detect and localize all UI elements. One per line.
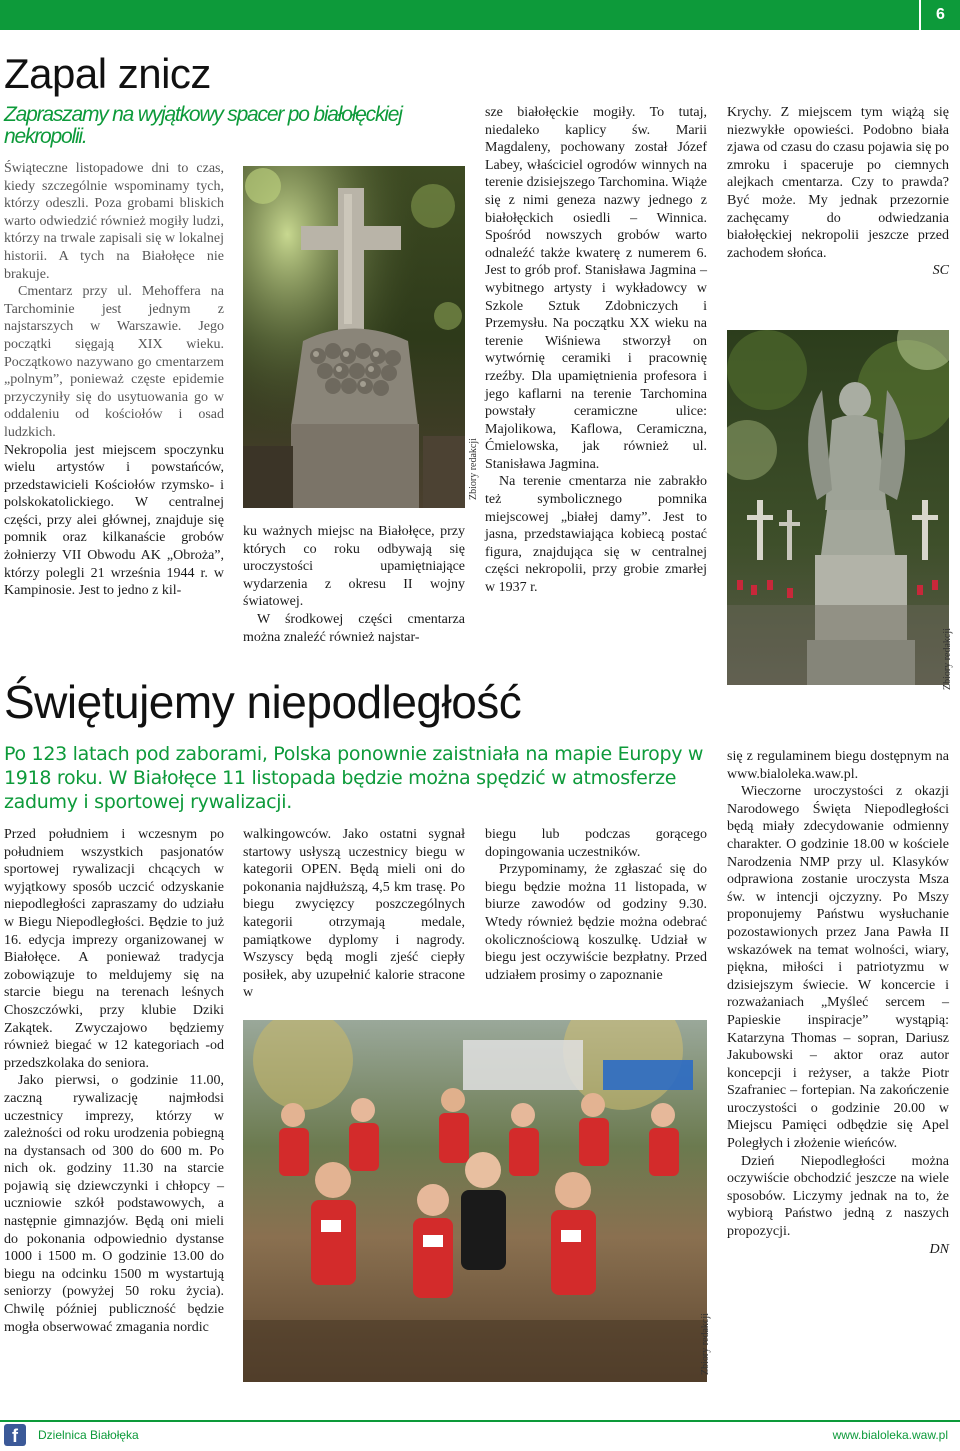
article1-column-3 <box>485 104 707 597</box>
paragraph: Jako pierwsi, o godzinie 11.00, zaczną rywalizację najmłodsi uczestnicy imprezy, którzy w zależności od roku urodzenia pobiegną na dystansach od 300 do 600 m. Po nich ok. godziny 11.30 na starcie pojawią się dziewczynki i chłopcy – uczniowie szkół podstawowych, a następnie gimnazjów. Będą oni mieli do pokonania odpowiednio dystanse 1000 i 1500 m. O godzinie 13.00 do biegu na odcinku 1500 m wystartują seniorzy (powyżej 50 roku życia). Chwilę później publiczność będzie mogła obserwować zmagania nordic <box>4 1073 224 1335</box>
article2-column-2 <box>243 826 465 1002</box>
footer-divider <box>0 1420 960 1422</box>
article1-column-2 <box>243 523 465 646</box>
page-header-bar <box>0 0 960 34</box>
paragraph: Nekropolia jest miejscem spoczynku wielu artystów i powstańców, przedstawicieli Kościołów rzymsko- i polskokatolickiego. W centralnej części, przy alei głównej, znajduje się pomnik oraz kilkanaście grobów żołnierzy VII Obwodu AK „Obroża”, którzy polegli 21 września 1944 r. w Kampinosie. Jest to jedno z kil- <box>4 442 224 599</box>
article1-column-4 <box>727 104 949 280</box>
paragraph: Krychy. Z miejscem tym wiążą się niezwykłe opowieści. Podobno biała zjawa od czasu do czasu pojawia się po zmroku i spaceruje po ciemnych alejkach cmentarza. Czy to prawda? Być może. My jednak przezornie zachęcamy do odwiedzania białołęckiej nekropolii jeszcze przed zachodem słońca. <box>727 105 949 261</box>
paragraph: walkingowców. Jako ostatni sygnał startowy usłyszą uczestnicy biegu w kategorii OPEN. Będą mieli oni do pokonania najdłuższą, 4,5 km trasę. Po biegu zwycięzcy poszczególnych kategorii otrzymają medale, pamiątkowe dyplomy i nagrody. Wszyscy będą mogli zjeść ciepły posiłek, aby uzupełnić kalorie stracone w <box>243 827 465 1001</box>
header-green-strip <box>0 0 921 30</box>
paragraph: Dzień Niepodległości można oczywiście obchodzić jeszcze na wiele sposobów. Liczymy jednak na to, że wybiorą Państwo jedną z naszych propozycji. <box>727 1153 949 1240</box>
signature: SC <box>932 263 949 279</box>
angel-statue-photo <box>727 330 949 685</box>
paragraph: Świąteczne listopadowe dni to czas, kiedy szczególnie wspominamy tych, którzy odeszli. Poza grobami bliskich warto odwiedzić również mogiły ludzi, którzy na trwale zapisali się w lokalnej historii. A tych na Białołęce nie brakuje. <box>4 161 224 282</box>
article1-column-1 <box>4 160 224 600</box>
page-number: 6 <box>919 0 960 30</box>
article2-column-3 <box>485 826 707 984</box>
paragraph: biegu lub podczas gorącego dopingowania uczestników. <box>485 827 707 860</box>
article2-title: Świętujemy niepodległość <box>4 676 522 728</box>
photo-credit-caption: Zbiory redakcji <box>468 438 479 500</box>
photo-credit-caption: Zbiory redakcji <box>700 1313 711 1375</box>
article1-title: Zapal znicz <box>4 50 211 97</box>
cemetery-cross-photo <box>243 166 465 508</box>
article2-lead: Po 123 latach pod zaborami, Polska ponownie zaistniała na mapie Europy w 1918 roku. W Białołęce 11 listopada będzie można spędzić w atmosferze zadumy i sportowej rywalizacji. <box>4 743 704 813</box>
facebook-icon[interactable]: f <box>4 1424 26 1446</box>
article2-column-1 <box>4 826 224 1336</box>
paragraph: Cmentarz przy ul. Mehoffera na Tarchominie jest jednym z najstarszych w Warszawie. Jego początki sięgają XIX wieku. Początkowo nazywano go cmentarzem „polnym”, ponieważ częste epidemie przyczyniły się do usytuowania go w oddaleniu od kościołów i osad ludzkich. <box>4 284 224 440</box>
footer-website-link[interactable]: www.bialoleka.waw.pl <box>832 1428 948 1442</box>
race-runners-photo <box>243 1020 707 1382</box>
article2-column-4 <box>727 748 949 1258</box>
paragraph: się z regulaminem biegu dostępnym na www.bialoleka.waw.pl. <box>727 749 949 782</box>
paragraph: sze białołęckie mogiły. To tutaj, niedaleko kaplicy św. Marii Magdaleny, pochowany został Józef Labey, właściciel ogrodów winnych na terenie dzisiejszego Tarchomina. Wiąże się z nimi geneza nazwy jednego z białołęckich osiedli – Winnica. Spośród nowszych grobów warto odnaleźć także kwaterę z numerem 6. Jest to grób prof. Stanisława Jagmina – wybitnego artysty i wykładowcy w Szkole Sztuk Zdobniczych i Przemysłu. Na początku XX wieku na terenie Wiśniewa stworzył on wytwórnię ceramiki i pracownię rzeźby. Dla upamiętnienia profesora i jego kaflarni na terenie Tarchomina powstały ceramiczne ulice: Majolikowa, Kaflowa, Ceramiczna, Ćmielowska, jak również ul. Stanisława Jagmina. <box>485 105 707 472</box>
photo-credit-caption: Zbiory redakcji <box>942 628 953 690</box>
paragraph: Wieczorne uroczystości z okazji Narodowego Święta Niepodległości będą miały zdecydowanie odmienny charakter. O godzinie 18.00 w kościele Narodzenia NMP przy ul. Klasyków odprawiona zostanie uroczysta Msza św. w intencji ojczyzny. Po Mszy proponujemy Państwu wysłuchanie pozostawionych przez Jana Pawła II wskazówek na temat wolności, wiary, piękna, miłości i patriotyzmu w dzisiejszym świecie. W koncercie i rozważaniach „Myśleć sercem – Papieskie inspiracje” wystąpią: Katarzyna Thomas – sopran, Dariusz Jakubowski – aktor oraz autor koncepcji i reżyser, a także Piotr Szafraniec – fortepian. Na zakończenie uroczystości o godzinie 20.00 w Miejscu Pamięci odbędzie się Apel Poległych i złożenie wieńców. <box>727 784 949 1152</box>
paragraph: Na terenie cmentarza nie zabrakło też symbolicznego pomnika miejscowej „białej damy”. Jest to jasna, przedstawiająca kobiecą postać figura, znajdująca się w centralnej części nekropolii, przy grobie zmarłej w 1937 r. <box>485 474 707 596</box>
article1-lead: Zapraszamy na wyjątkowy spacer po białołęckiej nekropolii. <box>4 103 402 148</box>
paragraph: W środkowej części cmentarza można znaleźć również najstar- <box>243 611 465 645</box>
paragraph: Przypominamy, że zgłaszać się do biegu będzie można 11 listopada, w biurze zawodów od godziny 9.30. Wtedy również będzie można odebrać okolicznościową koszulkę. Udział w biegu jest oczywiście bezpłatny. Przed udziałem prosimy o zapoznanie <box>485 862 707 983</box>
paragraph: Przed południem i wczesnym po południem wszystkich pasjonatów sportowej rywalizacji chcących w wyjątkowy sposób uczcić odzyskanie niepodległości zapraszamy do udziału w Biegu Niepodległości. Będzie to już 16. edycja imprezy organizowanej w Białołęce. A ponieważ tradycja zobowiązuje to meldujemy się na starcie biegu na terenach leśnych Choszczówki, przy klubie Dziki Zakątek. Zwyczajowo będziemy również biegać w 12 kategoriach -od przedszkolaka do seniora. <box>4 827 224 1071</box>
signature: DN <box>929 1241 949 1257</box>
paragraph: ku ważnych miejsc na Białołęce, przy których co roku odbywają się uroczystości upamiętniające wydarzenia z okresu II wojny światowej. <box>243 524 465 610</box>
footer-facebook-page[interactable]: Dzielnica Białołęka <box>38 1428 139 1442</box>
